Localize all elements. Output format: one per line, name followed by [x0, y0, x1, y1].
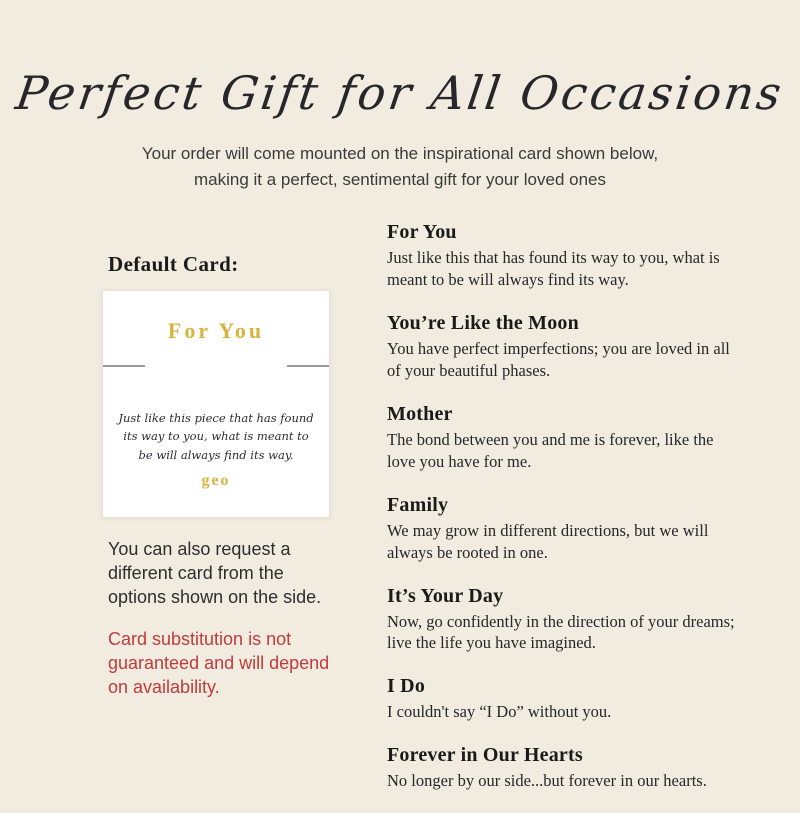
card-option: [387, 744, 735, 792]
default-card-column: [108, 252, 358, 700]
section-subtitle: [0, 141, 800, 192]
card-option-text: No longer by our side...but forever in our hearts.: [387, 771, 707, 791]
card-quote: Just like this piece that has found its way to you, what is meant to be will always find its way.: [118, 411, 314, 462]
card-option-text: The bond between you and me is forever, like the love you have for me.: [387, 429, 714, 471]
card-options-list: [387, 221, 735, 813]
section-title: Perfect Gift for All Occasions: [12, 66, 788, 120]
card-option-title: It’s Your Day: [387, 584, 504, 607]
card-option-title: You’re Like the Moon: [387, 311, 579, 334]
substitution-warning: Card substitution is not guaranteed and will depend on availability.: [108, 629, 330, 697]
card-option: [387, 403, 735, 473]
card-option-text: I couldn't say “I Do” without you.: [387, 702, 612, 722]
card-option: [387, 675, 735, 723]
card-option: [387, 312, 735, 382]
card-brand-logo: geo: [201, 472, 231, 489]
card-title: For You: [167, 318, 265, 343]
card-option-title: I Do: [387, 675, 426, 698]
default-card-preview: [102, 290, 330, 518]
card-option-text: Just like this that has found its way to you, what is meant to be will always find its way.: [387, 248, 720, 289]
card-option: [387, 494, 735, 564]
default-card-label: Default Card:: [108, 252, 239, 276]
card-option-text: You have perfect imperfections; you are loved in all of your beautiful phases.: [387, 338, 730, 380]
card-option: [387, 221, 735, 291]
card-option-text: We may grow in different directions, but we will always be rooted in one.: [387, 520, 709, 562]
card-option-title: Mother: [387, 402, 453, 425]
card-option-title: Family: [387, 493, 449, 516]
card-option-title: Forever in Our Hearts: [387, 744, 583, 767]
subtitle-line-1: Your order will come mounted on the inspirational card shown below,: [141, 144, 659, 163]
subtitle-line-2: making it a perfect, sentimental gift for your loved ones: [194, 169, 606, 189]
card-slit-left: [103, 365, 145, 367]
card-option: [387, 585, 735, 655]
card-slit-right: [287, 365, 329, 367]
card-request-note: You can also request a different card from the options shown on the side.: [108, 539, 322, 607]
card-option-title: For You: [387, 221, 457, 243]
card-option-text: Now, go confidently in the direction of your dreams; live the life you have imagined.: [387, 611, 735, 653]
